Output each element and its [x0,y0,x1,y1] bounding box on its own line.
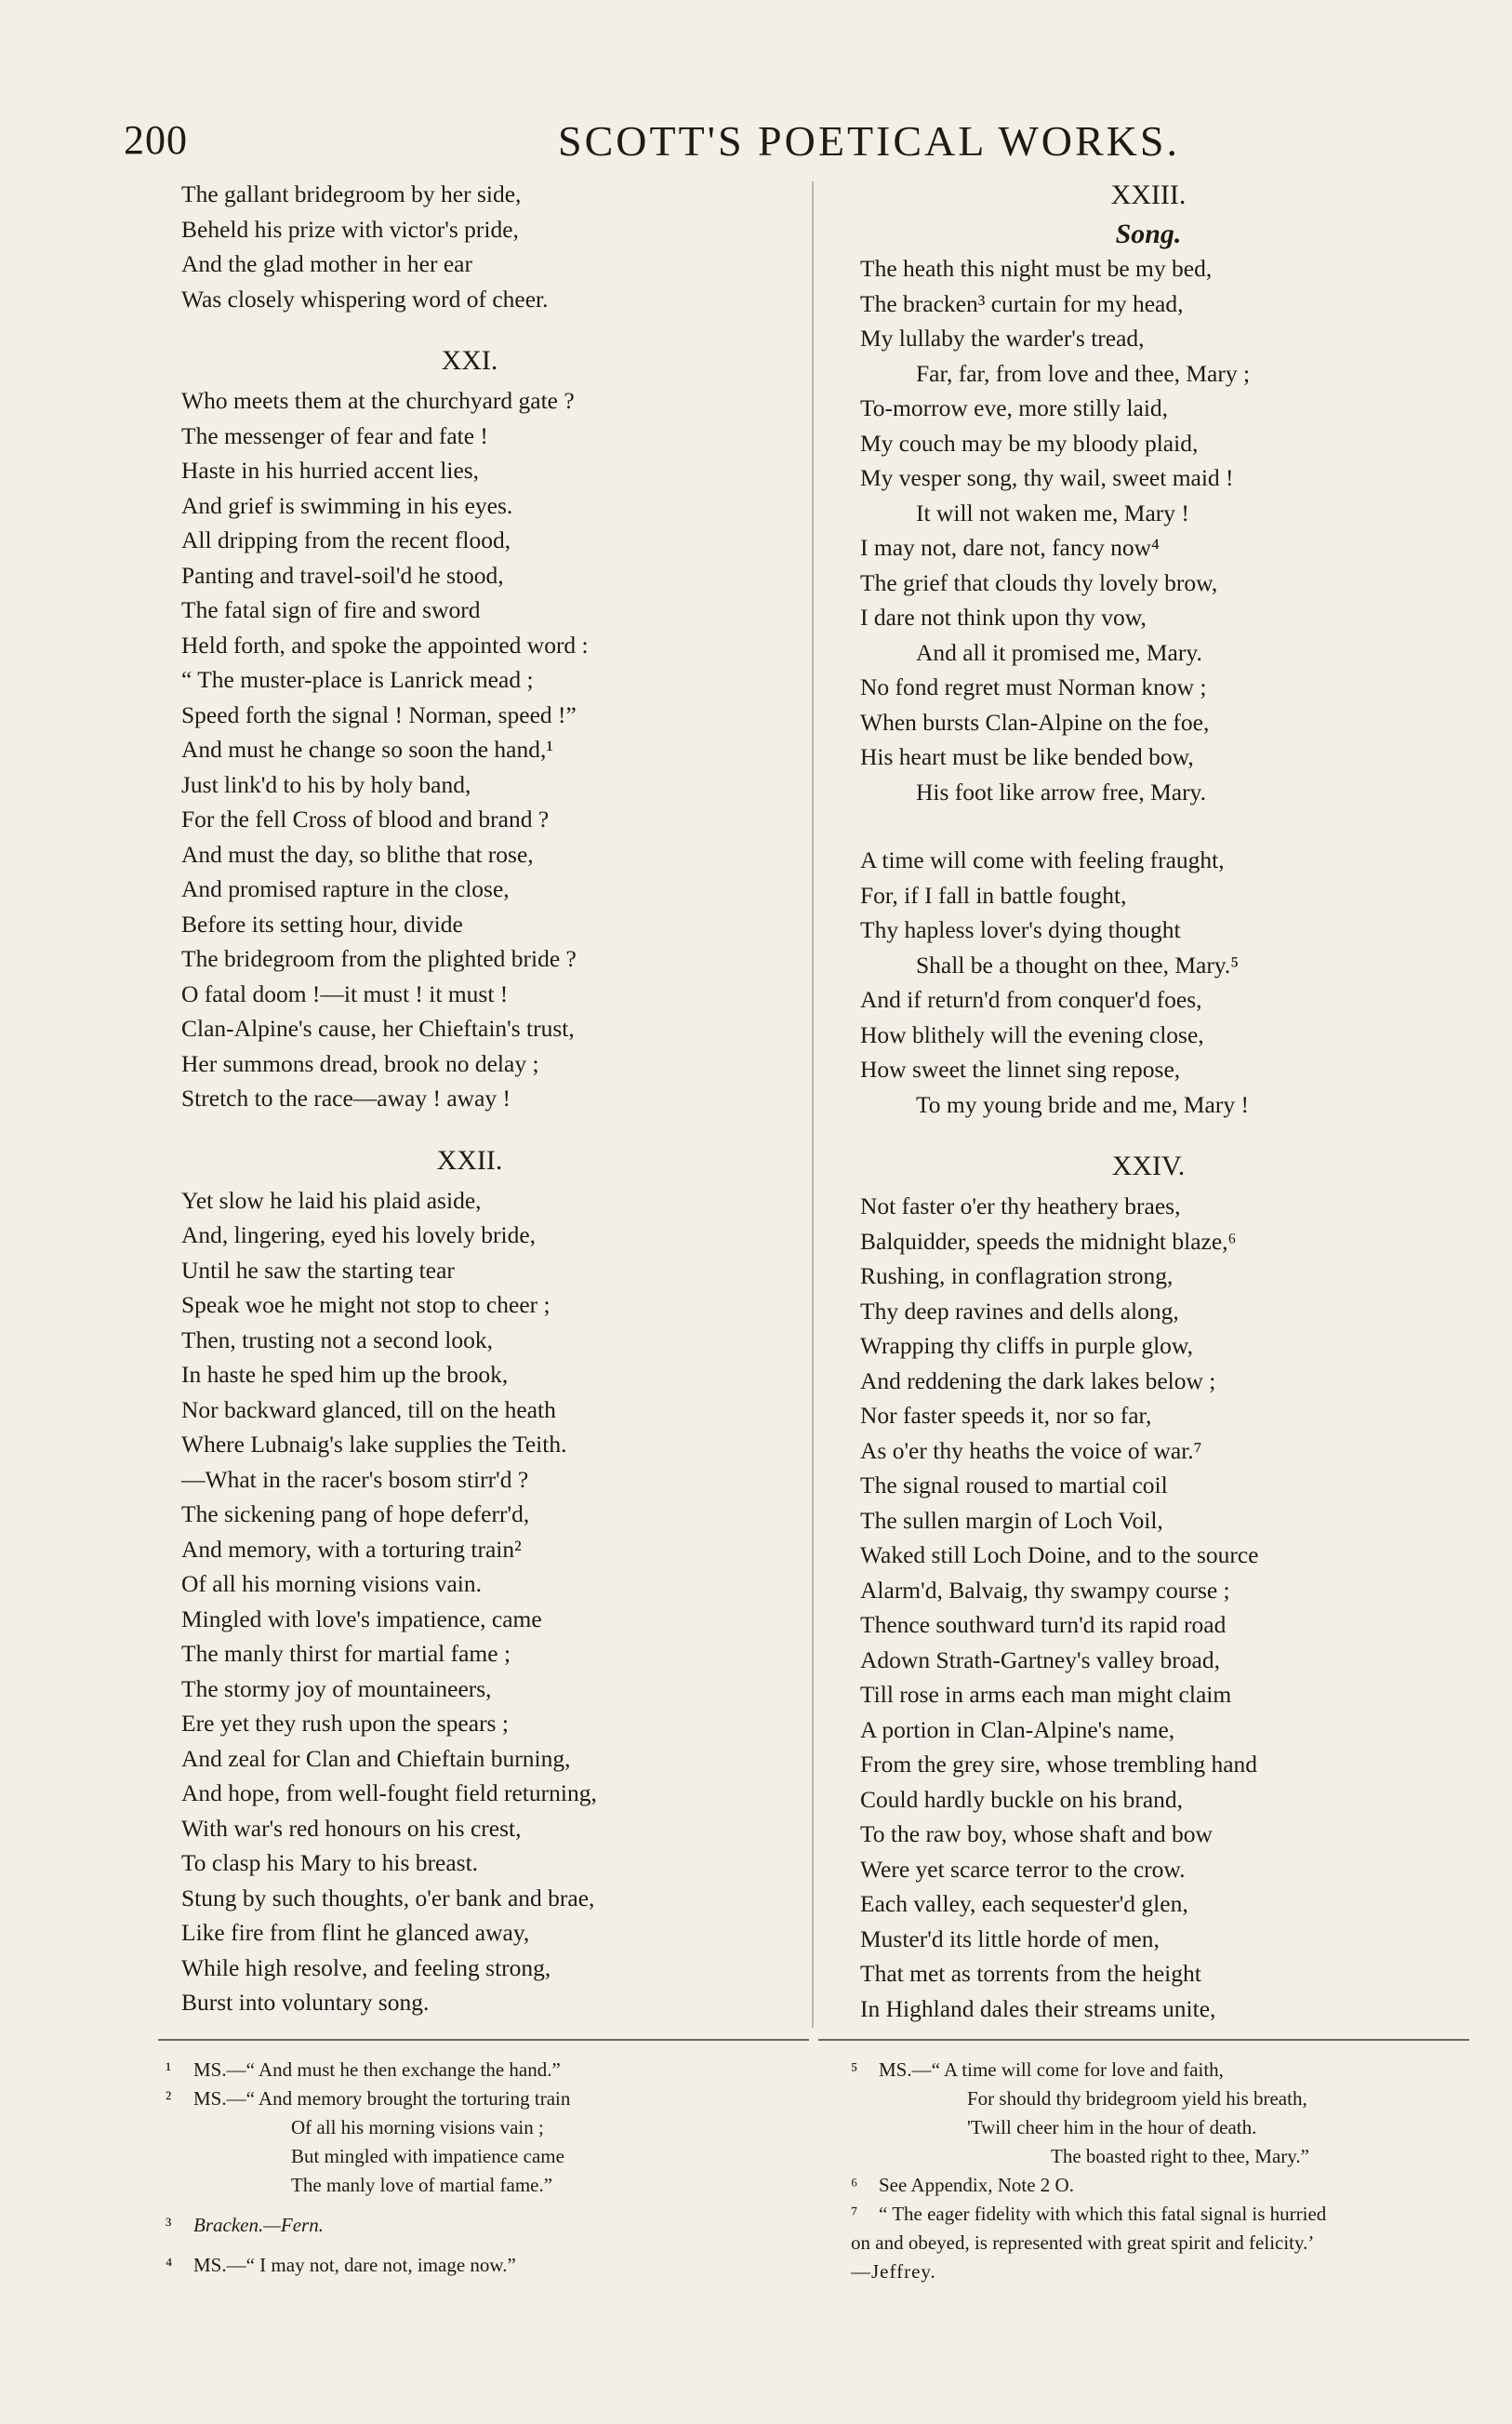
verse-line: Adown Strath-Gartney's valley broad, [860,1645,1220,1673]
verse-line: The bracken³ curtain for my head, [860,289,1184,317]
footnote-mark: ¹ [166,2058,172,2081]
footnotes-right [851,2056,1483,2286]
verse-line: Until he saw the starting tear [181,1256,455,1284]
verse-line: The sickening pang of hope deferr'd, [181,1500,530,1527]
footnote-7-cont: —Jeffrey. [851,2260,936,2283]
verse-line: “ The muster-place is Lanrick mead ; [181,666,534,693]
page-header [0,116,1512,172]
footnote-rule-right [818,2039,1469,2041]
verse-line: No fond regret must Norman know ; [860,673,1207,700]
verse-line: And all it promised me, Mary. [916,638,1202,666]
verse-line: Alarm'd, Balvaig, thy swampy course ; [860,1576,1230,1604]
verse-line: With war's red honours on his crest, [181,1814,522,1842]
verse-line: A time will come with feeling fraught, [860,846,1225,873]
verse-line: Who meets them at the churchyard gate ? [181,387,575,414]
verse-line: Where Lubnaig's lake supplies the Teith. [181,1431,567,1458]
verse-line: And if return'd from conquer'd foes, [860,986,1202,1013]
footnote-mark: ⁵ [851,2058,858,2081]
verse-line: Muster'd its little horde of men, [860,1925,1160,1952]
verse-line: Stung by such thoughts, o'er bank and brae, [181,1884,595,1911]
verse-line: The bridegroom from the plighted bride ? [181,945,577,972]
verse-line: A portion in Clan-Alpine's name, [860,1715,1175,1743]
footnote-text: MS.—“ And must he then exchange the hand.” [193,2058,561,2081]
verse-line: For the fell Cross of blood and brand ? [181,806,550,832]
verse-line: Speak woe he might not stop to cheer ; [181,1291,550,1318]
verse-line: Ere yet they rush upon the spears ; [181,1710,509,1737]
footnote-7-cont: on and obeyed, is represented with great spirit and felicity.’ [851,2231,1315,2254]
verse-line: And reddening the dark lakes below ; [860,1366,1216,1394]
verse-line: Not faster o'er thy heathery braes, [860,1192,1181,1219]
footnote-5-cont: The boasted right to thee, Mary.” [1051,2145,1309,2167]
verse-line: And promised rapture in the close, [181,875,510,902]
verse-line: Thy hapless lover's dying thought [860,916,1181,943]
footnote-2-cont: Of all his morning visions vain ; [291,2116,544,2138]
verse-line: And must he change so soon the hand,¹ [181,736,553,763]
footnote-2-cont: But mingled with impatience came [291,2145,564,2167]
verse-line: When bursts Clan-Alpine on the foe, [860,708,1210,736]
verse-line: Burst into voluntary song. [181,1989,430,2016]
verse-line: To clasp his Mary to his breast. [181,1849,479,1876]
footnote-mark: ⁶ [851,2174,858,2196]
footnote-text: MS.—“ A time will come for love and faith, [879,2058,1224,2081]
verse-line: My couch may be my bloody plaid, [860,429,1199,457]
verse-line: And must the day, so blithe that rose, [181,840,534,868]
verse-line: Thence southward turn'd its rapid road [860,1611,1227,1638]
verse-line: My lullaby the warder's tread, [860,325,1145,352]
verse-line: The grief that clouds thy lovely brow, [860,568,1218,596]
stanza-xxiii [860,177,1437,1122]
verse-line: His heart must be like bended bow, [860,743,1194,770]
verse-line: While high resolve, and feeling strong, [181,1953,551,1981]
verse-line: Rushing, in conflagration strong, [860,1262,1174,1289]
intro-stanza [181,177,758,316]
verse-line: I may not, dare not, fancy now⁴ [860,534,1160,561]
footnote-1 [166,2056,761,2084]
right-column [860,177,1437,2026]
verse-line: How sweet the linnet sing repose, [860,1056,1181,1083]
verse-line: Were yet scarce terror to the crow. [860,1855,1186,1883]
verse-line: Thy deep ravines and dells along, [860,1297,1179,1325]
verse-line: And, lingering, eyed his lovely bride, [181,1221,537,1248]
footnote-mark: ² [166,2087,172,2110]
running-head: SCOTT'S POETICAL WORKS. [558,117,1180,165]
verse-line: Yet slow he laid his plaid aside, [181,1186,482,1214]
footnote-text: See Appendix, Note 2 O. [879,2174,1074,2196]
footnote-text: MS.—“ I may not, dare not, image now.” [193,2254,516,2276]
stanza-number: XXII. [436,1144,503,1176]
footnote-4 [166,2251,761,2280]
verse-line: Just link'd to his by holy band, [181,770,471,798]
stanza-number: XXI. [441,345,498,376]
stanza-xxiv [860,1148,1437,2026]
footnote-7 [851,2200,1483,2229]
verse-line: For, if I fall in battle fought, [860,881,1127,909]
verse-line: Far, far, from love and thee, Mary ; [916,359,1251,387]
verse-line: To my young bride and me, Mary ! [916,1090,1249,1118]
footnote-5 [851,2056,1483,2084]
verse-line: To the raw boy, whose shaft and bow [860,1820,1213,1847]
footnote-3 [166,2211,761,2240]
verse-line: The messenger of fear and fate ! [181,421,488,449]
verse-line: Wrapping thy cliffs in purple glow, [860,1332,1194,1359]
stanza-xxi [181,342,758,1116]
verse-line: It will not waken me, Mary ! [916,499,1189,526]
verse-line: From the grey sire, whose trembling hand [860,1751,1258,1778]
verse-line: In haste he sped him up the brook, [181,1361,509,1388]
page-number: 200 [124,117,188,163]
verse-line: The signal roused to martial coil [860,1472,1168,1498]
verse-line: Before its setting hour, divide [181,910,463,938]
verse-line: Haste in his hurried accent lies, [181,457,480,484]
footnote-2 [166,2084,761,2113]
verse-line: As o'er thy heaths the voice of war.⁷ [860,1436,1202,1464]
verse-line: Balquidder, speeds the midnight blaze,⁶ [860,1227,1237,1255]
stanza-xxii [181,1142,758,2020]
verse-line: Was closely whispering word of cheer. [181,285,549,313]
verse-line: Could hardly buckle on his brand, [860,1785,1184,1813]
verse-line: Nor faster speeds it, nor so far, [860,1402,1152,1429]
footnotes-left [166,2056,761,2280]
verse-line: And memory, with a torturing train² [181,1535,522,1563]
verse-line: Beheld his prize with victor's pride, [181,215,519,243]
verse-line: The stormy joy of mountaineers, [181,1674,492,1702]
footnote-mark: ⁴ [166,2254,173,2276]
verse-line: And hope, from well-fought field returning, [181,1779,597,1806]
stanza-number: XXIV. [1111,1151,1186,1181]
verse-line: His foot like arrow free, Mary. [916,778,1207,806]
footnote-mark: ⁷ [851,2203,858,2225]
verse-line: Till rose in arms each man might claim [860,1681,1232,1708]
verse-line: Held forth, and spoke the appointed word : [181,631,589,659]
verse-line: Her summons dread, brook no delay ; [181,1049,539,1077]
footnote-5-cont: For should thy bridegroom yield his breath, [967,2087,1307,2110]
verse-line: Then, trusting not a second look, [181,1325,493,1353]
verse-line: The heath this night must be my bed, [860,255,1213,282]
verse-line: And zeal for Clan and Chieftain burning, [181,1744,571,1772]
verse-line: I dare not think upon thy vow, [860,604,1147,631]
verse-line: —What in the racer's bosom stirr'd ? [181,1465,529,1493]
column-divider [812,181,814,2028]
footnote-6 [851,2171,1483,2200]
verse-line: Like fire from flint he glanced away, [181,1919,530,1946]
stanza-number: XXIII. [1110,180,1187,210]
verse-line: O fatal doom !—it must ! it must ! [181,979,509,1007]
verse-line: Panting and travel-soil'd he stood, [181,561,504,589]
footnote-text: MS.—“ And memory brought the torturing train [193,2087,571,2110]
verse-line: In Highland dales their streams unite, [860,1994,1216,2022]
verse-line: Of all his morning visions vain. [181,1570,482,1597]
verse-line: And the glad mother in her ear [181,250,472,277]
verse-line: The gallant bridegroom by her side, [181,180,522,207]
verse-line: And grief is swimming in his eyes. [181,491,513,519]
verse-line: The sullen margin of Loch Voil, [860,1506,1163,1534]
verse-line: How blithely will the evening close, [860,1020,1204,1048]
verse-line: Each valley, each sequester'd glen, [860,1890,1188,1917]
verse-line: To-morrow eve, more stilly laid, [860,394,1169,421]
verse-line: The manly thirst for martial fame ; [181,1640,511,1667]
footnote-text: “ The eager fidelity with which this fatal signal is hurried [879,2203,1327,2225]
verse-line: Stretch to the race—away ! away ! [181,1085,511,1112]
left-column [181,177,758,2020]
song-heading: Song. [1115,219,1182,249]
verse-line: That met as torrents from the height [860,1960,1201,1987]
verse-line: Speed forth the signal ! Norman, speed !” [181,700,577,728]
footnote-mark: ³ [166,2214,172,2236]
verse-line: Shall be a thought on thee, Mary.⁵ [916,951,1240,979]
verse-line: The fatal sign of fire and sword [181,596,481,623]
verse-line: All dripping from the recent flood, [181,526,511,553]
footnote-rule-left [158,2039,809,2041]
verse-line: Clan-Alpine's cause, her Chieftain's trust, [181,1015,575,1042]
verse-line: Mingled with love's impatience, came [181,1605,542,1632]
footnote-5-cont: 'Twill cheer him in the hour of death. [967,2116,1257,2138]
footnote-2-cont: The manly love of martial fame.” [291,2174,553,2196]
verse-line: Nor backward glanced, till on the heath [181,1395,556,1423]
verse-line: Waked still Loch Doine, and to the source [860,1541,1259,1568]
stanza-gap [860,809,1437,843]
footnote-text: Bracken.—Fern. [193,2214,324,2236]
verse-line: My vesper song, thy wail, sweet maid ! [860,464,1234,491]
